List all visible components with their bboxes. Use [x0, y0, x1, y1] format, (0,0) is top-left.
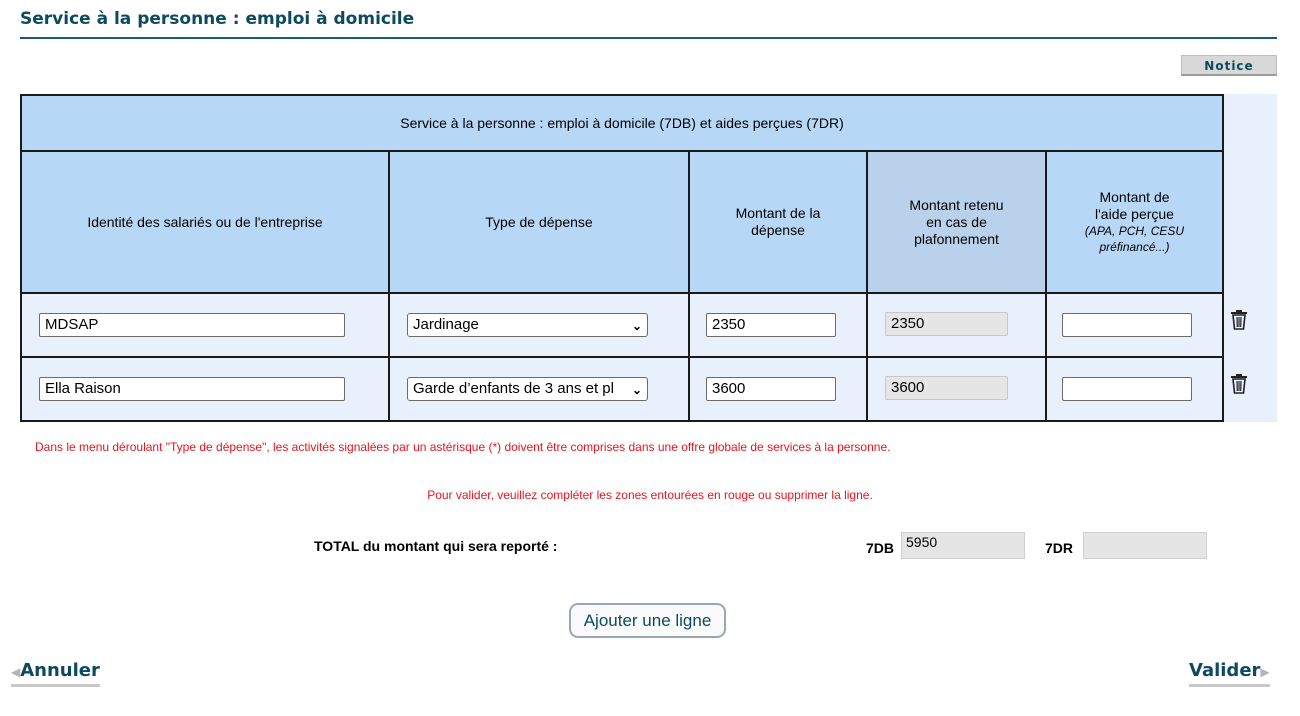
add-line-button[interactable]: Ajouter une ligne: [569, 603, 726, 638]
aide-input[interactable]: [1062, 377, 1192, 401]
chevron-down-icon: ⌄: [631, 319, 642, 333]
column-header-identite: Identité des salariés ou de l'entreprise: [21, 151, 389, 293]
trash-icon[interactable]: [1229, 309, 1249, 331]
table-row: [21, 357, 1223, 421]
code-7dr-label: 7DR: [1045, 540, 1074, 556]
column-header-type: Type de dépense: [389, 151, 689, 293]
validation-note: Pour valider, veuillez compléter les zones entourées en rouge ou supprimer la ligne.: [427, 488, 873, 502]
identite-input[interactable]: MDSAP: [39, 313, 345, 337]
column-header-montant: Montant de la dépense: [689, 151, 867, 293]
aide-input[interactable]: [1062, 313, 1192, 337]
table-caption: Service à la personne : emploi à domicile (7DB) et aides perçues (7DR): [21, 95, 1223, 151]
asterisk-note: Dans le menu déroulant "Type de dépense", les activités signalées par un astérisque (*) doivent être comprises dans une offre globale de services à la personne.: [35, 440, 891, 454]
arrow-left-icon: ◀: [11, 665, 21, 679]
montant-retenu-field: 2350: [885, 312, 1008, 336]
identite-input[interactable]: Ella Raison: [39, 377, 345, 401]
montant-input[interactable]: 3600: [706, 377, 836, 401]
total-7db-field: 5950: [901, 532, 1025, 559]
type-depense-select[interactable]: Garde d’enfants de 3 ans et pl ⌄: [407, 377, 648, 401]
code-7db-label: 7DB: [866, 540, 895, 556]
arrow-right-icon: ▶: [1260, 665, 1270, 679]
table-row: [21, 293, 1223, 357]
expense-table: [20, 94, 1224, 422]
cancel-button[interactable]: ◀Annuler: [11, 660, 100, 687]
column-header-aide-percue: Montant de l'aide perçue (APA, PCH, CESU préfinancé...): [1046, 151, 1223, 293]
column-header-montant-retenu: Montant retenu en cas de plafonnement: [867, 151, 1046, 293]
chevron-down-icon: ⌄: [631, 383, 642, 397]
total-7dr-field: [1083, 532, 1207, 559]
trash-icon[interactable]: [1229, 373, 1249, 395]
validate-button[interactable]: Valider▶: [1189, 660, 1270, 687]
total-label: TOTAL du montant qui sera reporté :: [314, 538, 558, 554]
montant-retenu-field: 3600: [885, 376, 1008, 400]
type-depense-select[interactable]: Jardinage ⌄: [407, 313, 648, 337]
notice-button[interactable]: Notice: [1181, 55, 1277, 76]
page-title: Service à la personne : emploi à domicile: [20, 9, 415, 29]
title-divider: [20, 37, 1277, 39]
montant-input[interactable]: 2350: [706, 313, 836, 337]
